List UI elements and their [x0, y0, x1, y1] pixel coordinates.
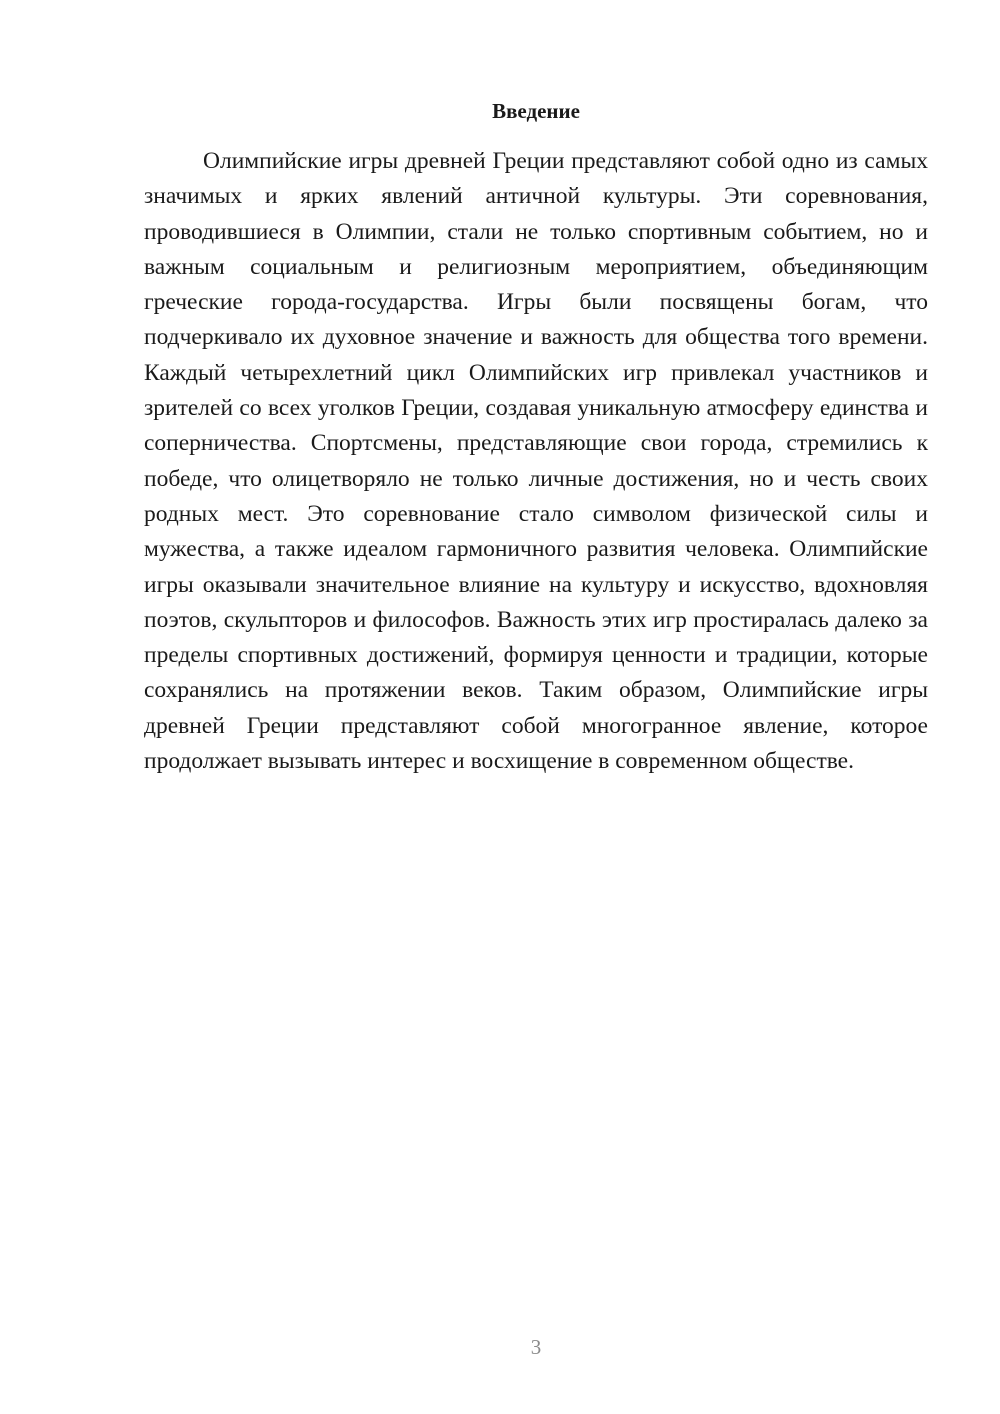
body-paragraph: Олимпийские игры древней Греции представляют собой одно из самых значимых и ярких явлений античной культуры. Эти соревнования, проводившиеся в Олимпии, стали не только спортивным событием, но и важным социальным и религиозным мероприятием, объединяющим греческие города-государства. Игры были посвящены богам, что подчеркивало их духовное значение и важность для общества того времени. Каждый четырехлетний цикл Олимпийских игр привлекал участников и зрителей со всех уголков Греции, создавая уникальную атмосферу единства и соперничества. Спортсмены, представляющие свои города, стремились к победе, что олицетворяло не только личные достижения, но и честь своих родных мест. Это соревнование стало символом физической силы и мужества, а также идеалом гармоничного развития человека. Олимпийские игры оказывали значительное влияние на культуру и искусство, вдохновляя поэтов, скульпторов и философов. Важность этих игр простиралась далеко за пределы спортивных достижений, формируя ценности и традиции, которые сохранялись на протяжении веков. Таким образом, Олимпийские игры древней Греции представляют собой многогранное явление, которое продолжает вызывать интерес и восхищение в современном обществе. [144, 148, 928, 775]
page-number: 3 [530, 1335, 542, 1359]
section-heading: Введение [492, 99, 580, 123]
